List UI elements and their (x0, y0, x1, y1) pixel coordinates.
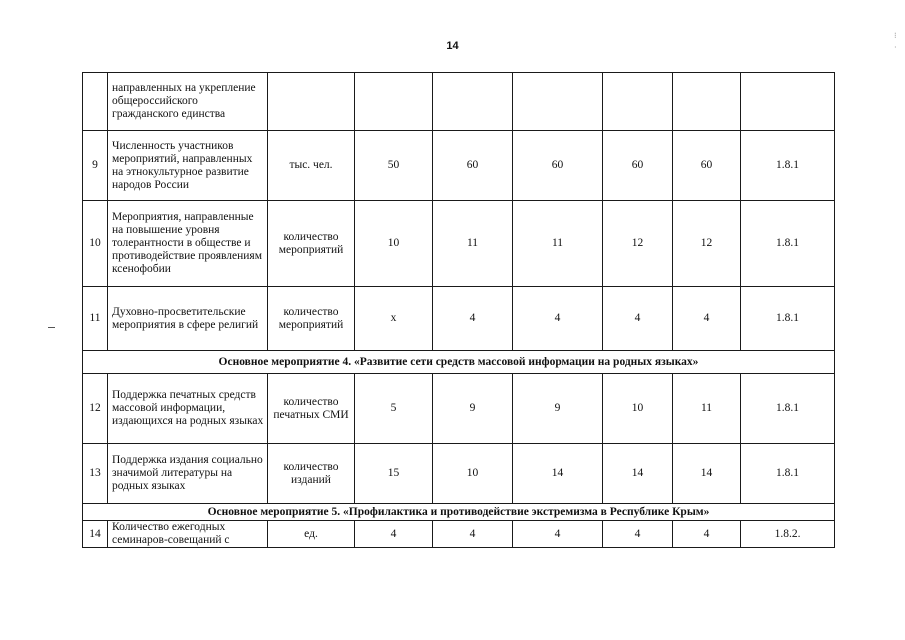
table-row (83, 131, 835, 201)
value-cell: 4 (513, 521, 603, 548)
indicator-name: Мероприятия, направленные на повышение уровня толерантности в обществе и противодействие проявлениям ксенофобии (108, 201, 268, 287)
indicator-name: Поддержка издания социально значимой литературы на родных языках (108, 444, 268, 504)
table-row (83, 444, 835, 504)
value-cell (603, 73, 673, 131)
indicator-name: Количество ежегодных семинаров-совещаний с (108, 521, 268, 548)
value-cell: 10 (603, 374, 673, 444)
table-row (83, 201, 835, 287)
value-cell (513, 73, 603, 131)
section-title: Основное мероприятие 4. «Развитие сети средств массовой информации на родных языках» (83, 351, 835, 374)
value-cell (355, 73, 433, 131)
section-title: Основное мероприятие 5. «Профилактика и противодействие экстремизма в Республике Крым» (83, 504, 835, 521)
value-cell: 9 (433, 374, 513, 444)
reference-cell: 1.8.1 (741, 287, 835, 351)
table-row (83, 374, 835, 444)
row-number (83, 73, 108, 131)
value-cell: 10 (433, 444, 513, 504)
unit-cell: количество изданий (268, 444, 355, 504)
value-cell: х (355, 287, 433, 351)
value-cell: 60 (673, 131, 741, 201)
value-cell: 11 (513, 201, 603, 287)
value-cell: 60 (513, 131, 603, 201)
unit-cell: количество мероприятий (268, 287, 355, 351)
value-cell: 5 (355, 374, 433, 444)
value-cell: 4 (433, 287, 513, 351)
value-cell (433, 73, 513, 131)
value-cell: 4 (603, 521, 673, 548)
value-cell: 4 (603, 287, 673, 351)
table-row (83, 521, 835, 548)
value-cell: 14 (513, 444, 603, 504)
unit-cell: тыс. чел. (268, 131, 355, 201)
indicator-name: Поддержка печатных средств массовой информации, издающихся на родных языках (108, 374, 268, 444)
value-cell: 4 (673, 287, 741, 351)
scan-margin-marks: ⁝ · (894, 31, 897, 52)
value-cell: 11 (673, 374, 741, 444)
value-cell: 12 (603, 201, 673, 287)
value-cell: 4 (513, 287, 603, 351)
reference-cell: 1.8.2. (741, 521, 835, 548)
value-cell: 10 (355, 201, 433, 287)
unit-cell: ед. (268, 521, 355, 548)
value-cell: 15 (355, 444, 433, 504)
table-row (83, 287, 835, 351)
reference-cell (741, 73, 835, 131)
reference-cell: 1.8.1 (741, 444, 835, 504)
value-cell: 11 (433, 201, 513, 287)
value-cell: 60 (603, 131, 673, 201)
section-header-row (83, 504, 835, 521)
reference-cell: 1.8.1 (741, 131, 835, 201)
table-row (83, 73, 835, 131)
page-number: 14 (446, 40, 459, 52)
indicator-name: Численность участников мероприятий, направленных на этнокультурное развитие народов России (108, 131, 268, 201)
value-cell: 60 (433, 131, 513, 201)
row-number: 13 (83, 444, 108, 504)
reference-cell: 1.8.1 (741, 201, 835, 287)
row-number: 10 (83, 201, 108, 287)
value-cell: 50 (355, 131, 433, 201)
indicators-table (82, 72, 835, 548)
value-cell (673, 73, 741, 131)
value-cell: 4 (433, 521, 513, 548)
value-cell: 14 (603, 444, 673, 504)
value-cell: 14 (673, 444, 741, 504)
row-number: 11 (83, 287, 108, 351)
unit-cell (268, 73, 355, 131)
reference-cell: 1.8.1 (741, 374, 835, 444)
unit-cell: количество мероприятий (268, 201, 355, 287)
value-cell: 9 (513, 374, 603, 444)
row-number: 9 (83, 131, 108, 201)
value-cell: 4 (673, 521, 741, 548)
indicator-name: Духовно-просветительские мероприятия в сфере религий (108, 287, 268, 351)
value-cell: 4 (355, 521, 433, 548)
margin-dash (48, 327, 55, 328)
indicator-name: направленных на укрепление общероссийского гражданского единства (108, 73, 268, 131)
row-number: 12 (83, 374, 108, 444)
section-header-row (83, 351, 835, 374)
row-number: 14 (83, 521, 108, 548)
unit-cell: количество печатных СМИ (268, 374, 355, 444)
value-cell: 12 (673, 201, 741, 287)
